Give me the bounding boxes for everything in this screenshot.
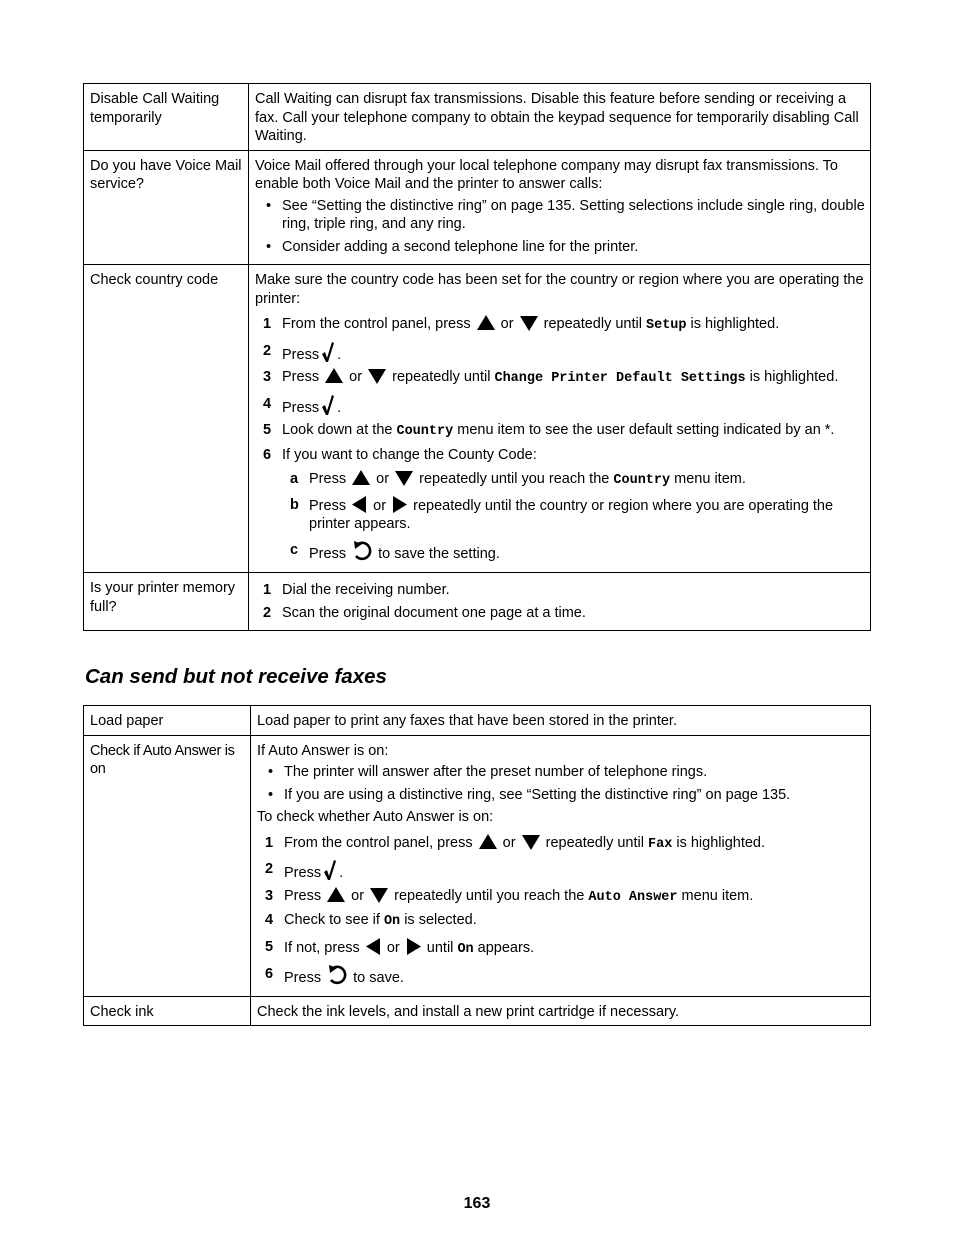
- menu-name: Fax: [648, 836, 673, 852]
- step-list: [257, 832, 865, 988]
- right-arrow-icon: [392, 496, 407, 513]
- up-arrow-icon: [352, 470, 370, 486]
- step-text: Press: [282, 399, 320, 416]
- down-arrow-icon: [520, 315, 538, 331]
- step-text: repeatedly until you reach the: [394, 887, 585, 904]
- down-arrow-icon: [368, 368, 386, 384]
- substep-item: [255, 539, 865, 564]
- menu-name: Country: [613, 473, 671, 488]
- step-text: repeatedly until: [392, 369, 491, 385]
- substep-list: [255, 468, 865, 563]
- step-number: 1: [263, 316, 272, 332]
- step-text: repeatedly until you reach the: [419, 471, 610, 487]
- solution-intro: Make sure the country code has been set for the country or region where you are operating the printer:: [255, 272, 864, 307]
- step-text: menu item.: [674, 471, 746, 487]
- step-text: Check to see if: [284, 912, 380, 928]
- troubleshooting-table-1: [83, 83, 871, 631]
- bullet-list: [257, 763, 865, 804]
- table-row: [84, 996, 871, 1026]
- list-item: • The printer will answer after the preset number of telephone rings.: [284, 763, 865, 782]
- solution-intro: To check whether Auto Answer is on:: [257, 809, 494, 825]
- step-text: Press: [284, 970, 322, 986]
- table-row: [84, 84, 871, 151]
- step-text: repeatedly until the country or region where you are operating the printer appears.: [309, 497, 834, 532]
- problem-cell: Check country code: [84, 265, 249, 573]
- step-text: is selected.: [404, 912, 477, 928]
- step-text: is highlighted.: [749, 369, 839, 385]
- menu-name: Auto Answer: [588, 889, 678, 905]
- step-text: Scan the original document one page at a time.: [282, 604, 586, 621]
- checkmark-icon: [321, 395, 335, 415]
- step-list: [255, 313, 865, 464]
- up-arrow-icon: [327, 887, 345, 903]
- step-number: 2: [265, 861, 274, 877]
- problem-cell: Disable Call Waiting temporarily: [84, 84, 249, 151]
- substep-letter: a: [290, 471, 299, 487]
- step-number: 1: [265, 834, 274, 851]
- step-text: or: [386, 939, 400, 956]
- step-item: [257, 832, 865, 855]
- step-number: 1: [263, 582, 272, 598]
- step-text: repeatedly until: [543, 316, 642, 332]
- step-number: 4: [265, 912, 274, 928]
- back-icon: [352, 541, 372, 561]
- list-item: • If you are using a distinctive ring, see “Setting the distinctive ring” on page 135.: [284, 786, 865, 805]
- step-text: or: [502, 834, 516, 851]
- solution-cell: [249, 150, 871, 265]
- table-row: [84, 573, 871, 631]
- step-text: .: [337, 399, 342, 416]
- step-text: Press: [282, 346, 320, 363]
- step-number: 4: [263, 395, 272, 412]
- solution-cell: [249, 265, 871, 573]
- section-title: Can send but not receive faxes: [85, 665, 387, 688]
- step-item: [255, 604, 865, 623]
- left-arrow-icon: [366, 938, 381, 955]
- substep-item: [255, 496, 865, 534]
- down-arrow-icon: [370, 887, 388, 903]
- solution-intro: If Auto Answer is on:: [257, 742, 389, 759]
- step-item: [255, 393, 865, 418]
- step-text: From the control panel, press: [282, 316, 471, 332]
- solution-cell: Call Waiting can disrupt fax transmissions. Disable this feature before sending or receiving a fax. Call your telephone company to obtain the keypad sequence for temporarily disabling Call Waiting.: [249, 84, 871, 151]
- checkmark-icon: [323, 860, 337, 880]
- step-number: 3: [265, 887, 274, 904]
- solution-cell: Check the ink levels, and install a new print cartridge if necessary.: [251, 996, 871, 1026]
- step-list: [255, 581, 865, 622]
- step-number: 6: [265, 966, 274, 982]
- menu-name: On: [457, 941, 474, 957]
- step-text: Dial the receiving number.: [282, 582, 450, 598]
- step-item: [255, 446, 865, 465]
- step-number: 3: [263, 369, 272, 385]
- up-arrow-icon: [479, 834, 497, 850]
- step-text: If you want to change the County Code:: [282, 446, 537, 463]
- step-text: or: [351, 887, 365, 904]
- menu-name: Setup: [646, 318, 687, 333]
- problem-cell: Check ink: [84, 996, 251, 1026]
- step-text: or: [349, 369, 363, 385]
- substep-letter: c: [290, 541, 299, 558]
- step-text: .: [339, 865, 344, 881]
- solution-cell: Load paper to print any faxes that have been stored in the printer.: [251, 706, 871, 736]
- step-text: appears.: [477, 939, 535, 956]
- menu-name: On: [383, 914, 401, 929]
- step-text: or: [373, 497, 387, 514]
- problem-cell: Is your printer memory full?: [84, 573, 249, 631]
- step-text: If not, press: [284, 939, 360, 956]
- step-item: [257, 858, 865, 883]
- solution-cell: [249, 573, 871, 631]
- step-text: repeatedly until: [545, 834, 644, 851]
- down-arrow-icon: [522, 834, 540, 850]
- menu-name: Country: [396, 424, 454, 439]
- step-text: Press: [309, 471, 347, 487]
- page-number: 163: [463, 1195, 491, 1212]
- step-number: 5: [263, 422, 272, 438]
- step-item: [255, 368, 865, 389]
- step-text: Look down at the: [282, 422, 393, 438]
- step-number: 6: [263, 446, 272, 463]
- step-text: until: [426, 939, 454, 956]
- menu-name: Change Printer Default Settings: [494, 371, 746, 386]
- step-text: is highlighted.: [676, 834, 766, 851]
- bullet-list: [255, 197, 865, 257]
- list-item: • Consider adding a second telephone line for the printer.: [282, 238, 865, 257]
- step-item: [255, 340, 865, 365]
- solution-intro: Voice Mail offered through your local telephone company may disrupt fax transmissions. To enable both Voice Mail and the printer to answer calls:: [255, 157, 838, 192]
- step-text: or: [500, 316, 514, 332]
- step-text: or: [376, 471, 390, 487]
- step-number: 2: [263, 342, 272, 359]
- substep-item: [255, 468, 865, 491]
- problem-cell: Do you have Voice Mail service?: [84, 150, 249, 265]
- step-item: [257, 887, 865, 908]
- step-text: Press: [284, 887, 322, 904]
- step-item: [255, 581, 865, 600]
- troubleshooting-table-2: [83, 705, 871, 1026]
- step-text: .: [337, 346, 342, 363]
- table-row: [84, 706, 871, 736]
- step-item: [257, 911, 865, 932]
- step-text: Press: [284, 865, 322, 881]
- step-text: From the control panel, press: [284, 834, 473, 851]
- step-item: [257, 936, 865, 960]
- right-arrow-icon: [406, 938, 421, 955]
- left-arrow-icon: [352, 496, 367, 513]
- down-arrow-icon: [395, 470, 413, 486]
- table-row: [84, 735, 871, 996]
- step-text: Press: [309, 497, 347, 514]
- step-text: is highlighted.: [690, 316, 780, 332]
- step-item: [255, 421, 865, 442]
- step-text: Press: [309, 545, 347, 562]
- list-item: • See “Setting the distinctive ring” on page 135. Setting selections include single ring, double ring, triple ring, and any ring.: [282, 197, 865, 234]
- checkmark-icon: [321, 342, 335, 362]
- substep-letter: b: [290, 496, 299, 513]
- step-text: to save the setting.: [378, 545, 500, 562]
- up-arrow-icon: [325, 368, 343, 384]
- table-row: [84, 150, 871, 265]
- step-text: Press: [282, 369, 320, 385]
- step-item: [255, 313, 865, 336]
- step-number: 2: [263, 604, 272, 621]
- step-text: menu item.: [681, 887, 754, 904]
- step-text: menu item to see the user default setting indicated by an *.: [457, 422, 835, 438]
- problem-cell: Load paper: [84, 706, 251, 736]
- table-row: [84, 265, 871, 573]
- up-arrow-icon: [477, 315, 495, 331]
- step-item: [257, 963, 865, 988]
- step-number: 5: [265, 938, 274, 955]
- back-icon: [327, 965, 347, 985]
- step-text: to save.: [353, 970, 404, 986]
- problem-cell: Check if Auto Answer is on: [84, 735, 251, 996]
- solution-cell: [251, 735, 871, 996]
